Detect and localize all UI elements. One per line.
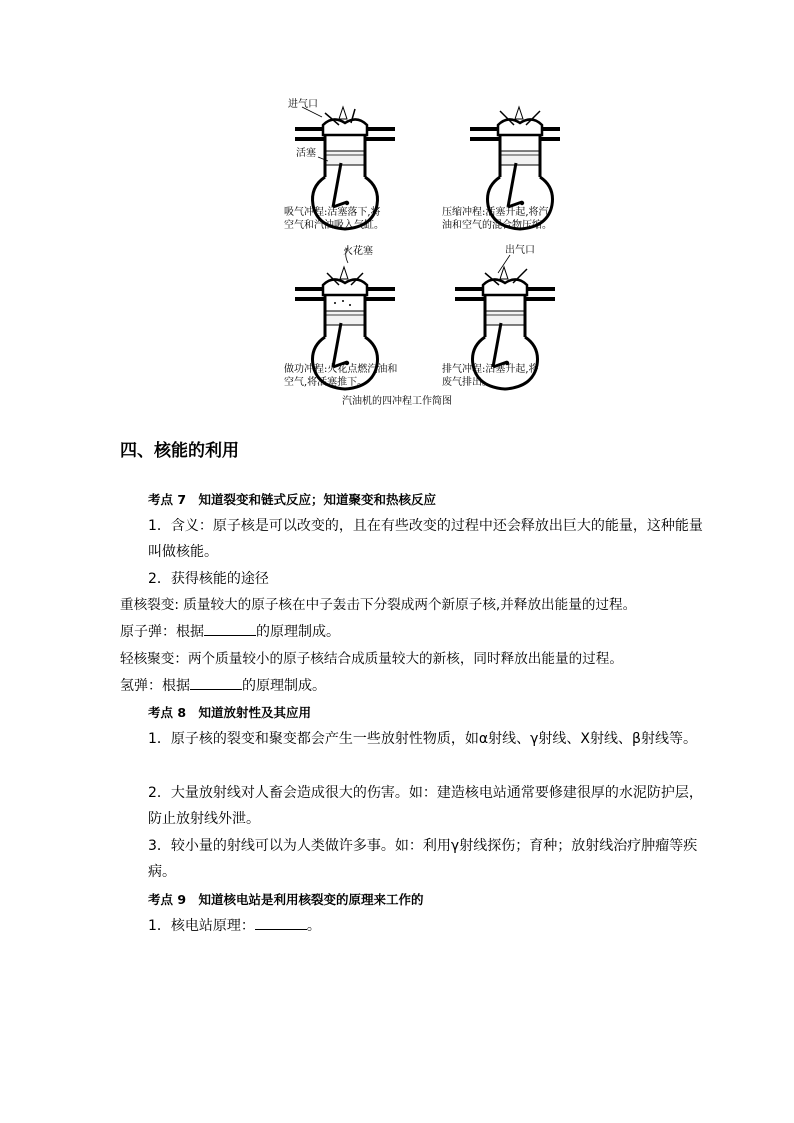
blank-hydrogen-bomb[interactable] <box>190 675 242 690</box>
kp7-p2: 2．获得核能的途径 <box>148 571 269 587</box>
kp9-p1 <box>120 913 708 939</box>
caption-power-stroke: 做功冲程:火花点燃汽油和空气,将活塞推下。 <box>284 364 398 388</box>
section-heading: 四、核能的利用 <box>120 441 239 461</box>
caption-compression-stroke: 压缩冲程:活塞升起,将汽油和空气的混合物压缩。 <box>442 207 552 231</box>
kp9-title: 考点 9 知道核电站是利用核裂变的原理来工作的 <box>148 892 424 907</box>
kp8-p2: 2．大量放射线对人畜会造成很大的伤害。如：建造核电站通常要修建很厚的水泥防护层，防止放射线外泄。 <box>148 785 703 827</box>
caption-intake-stroke: 吸气冲程:活塞落下,将空气和汽油吸入气缸。 <box>284 207 384 231</box>
caption-exhaust-stroke: 排气冲程:活塞升起,将废气排出。 <box>442 364 539 388</box>
kp7-p6 <box>120 673 680 699</box>
label-exhaust: 出气口 <box>505 245 535 256</box>
kp7-p4-after: 的原理制成。 <box>256 624 340 640</box>
engine-four-stroke-figure <box>280 95 560 410</box>
kp7-p6-before: 氢弹：根据 <box>120 678 190 694</box>
kp7-p6-after: 的原理制成。 <box>242 678 326 694</box>
kp7-p4-before: 原子弹：根据 <box>120 624 204 640</box>
kp8-p1: 1．原子核的裂变和聚变都会产生一些放射性物质，如α射线、γ射线、X射线、β射线等。 <box>148 731 697 747</box>
kp7-p3: 重核裂变: 质量较大的原子核在中子轰击下分裂成两个新原子核,并释放出能量的过程。 <box>120 597 637 613</box>
kp7-p4 <box>120 619 680 645</box>
figure-title: 汽油机的四冲程工作简图 <box>342 396 452 407</box>
kp7-p5: 轻核聚变：两个质量较小的原子核结合成质量较大的新核，同时释放出能量的过程。 <box>120 651 623 667</box>
kp7-p1: 1．含义：原子核是可以改变的，且在有些改变的过程中还会释放出巨大的能量，这种能量叫做核能。 <box>148 518 703 560</box>
label-piston: 活塞 <box>296 148 316 159</box>
kp7-title: 考点 7 知道裂变和链式反应；知道聚变和热核反应 <box>148 492 437 507</box>
label-spark-plug: 火花塞 <box>343 246 373 257</box>
kp9-p1-after: 。 <box>306 918 321 934</box>
kp8-p3: 3．较小量的射线可以为人类做许多事。如：利用γ射线探伤；育种；放射线治疗肿瘤等疾病。 <box>148 838 698 880</box>
blank-nuclear-plant-principle[interactable] <box>255 915 307 930</box>
kp8-title: 考点 8 知道放射性及其应用 <box>148 705 312 720</box>
kp9-p1-before: 1．核电站原理： <box>148 918 255 934</box>
blank-atomic-bomb[interactable] <box>204 621 256 636</box>
label-intake: 进气口 <box>288 99 318 110</box>
